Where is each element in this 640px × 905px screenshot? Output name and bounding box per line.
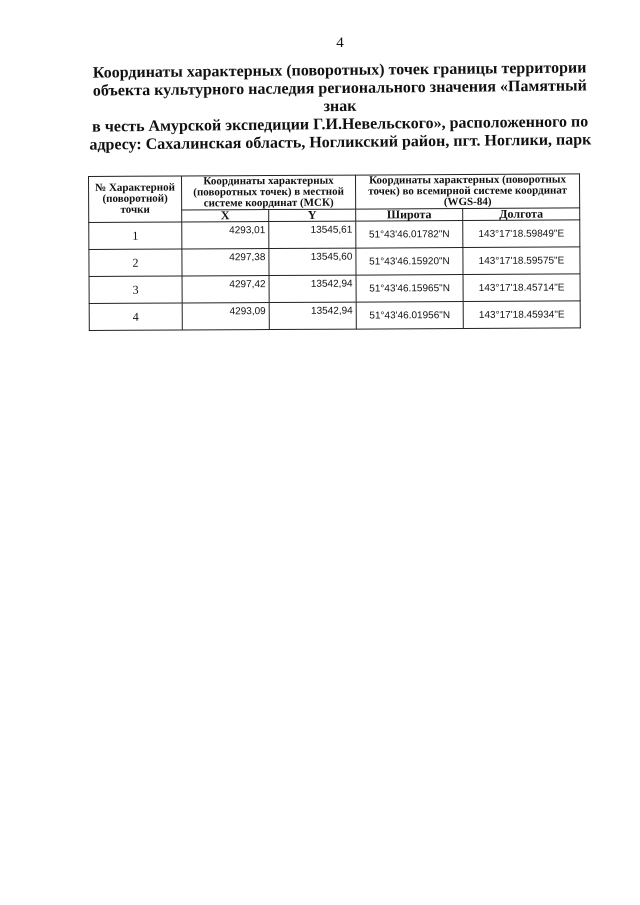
longitude-value: 143°17'18.45934"E (463, 301, 580, 329)
header-local-coordinates: Координаты характерных (поворотных точек) в местной системе координат (МСК) (182, 175, 356, 210)
latitude-value: 51°43'46.15965"N (356, 275, 463, 303)
title-line-2: объекта культурного наследия регионального значения «Памятный знак (92, 77, 587, 116)
longitude-value: 143°17'18.59849"E (463, 220, 580, 248)
y-value: 13542,94 (269, 275, 356, 302)
table-row (89, 220, 580, 250)
point-number: 1 (89, 222, 182, 249)
header-longitude: Долгота (463, 208, 580, 221)
table-row (89, 274, 580, 304)
latitude-value: 51°43'46.15920"N (356, 248, 463, 276)
x-value: 4293,01 (182, 222, 269, 249)
latitude-value: 51°43'46.01782"N (356, 221, 463, 249)
y-value: 13545,61 (269, 221, 356, 248)
x-value: 4293,09 (182, 303, 269, 330)
header-y: Y (269, 209, 356, 221)
latitude-value: 51°43'46.01956"N (356, 302, 463, 330)
point-number: 2 (89, 249, 182, 276)
point-number: 3 (89, 276, 182, 303)
title-line-4: адресу: Сахалинская область, Ногликский район, пгт. Ноглики, парк (89, 131, 592, 154)
table-row (89, 247, 580, 277)
header-point-number: № Характерной (поворотной) точки (89, 176, 182, 222)
page-number: 4 (336, 35, 344, 51)
table-row (89, 301, 580, 331)
document-title (80, 59, 601, 154)
point-number: 4 (89, 303, 182, 330)
title-line-1: Координаты характерных (поворотных) точек границы территории (92, 59, 587, 82)
coordinates-table (88, 173, 581, 331)
title-line-3: в честь Амурской экспедиции Г.И.Невельского», расположенного по (92, 113, 589, 136)
header-x: X (182, 210, 269, 222)
x-value: 4297,42 (182, 276, 269, 303)
longitude-value: 143°17'18.59575"E (463, 247, 580, 275)
longitude-value: 143°17'18.45714"E (463, 274, 580, 302)
header-latitude: Широта (356, 209, 463, 222)
y-value: 13545,60 (269, 248, 356, 275)
x-value: 4297,38 (182, 249, 269, 276)
header-global-coordinates: Координаты характерных (поворотных точек) во всемирной системе координат (WGS-84) (355, 174, 579, 209)
y-value: 13542,94 (269, 302, 356, 329)
